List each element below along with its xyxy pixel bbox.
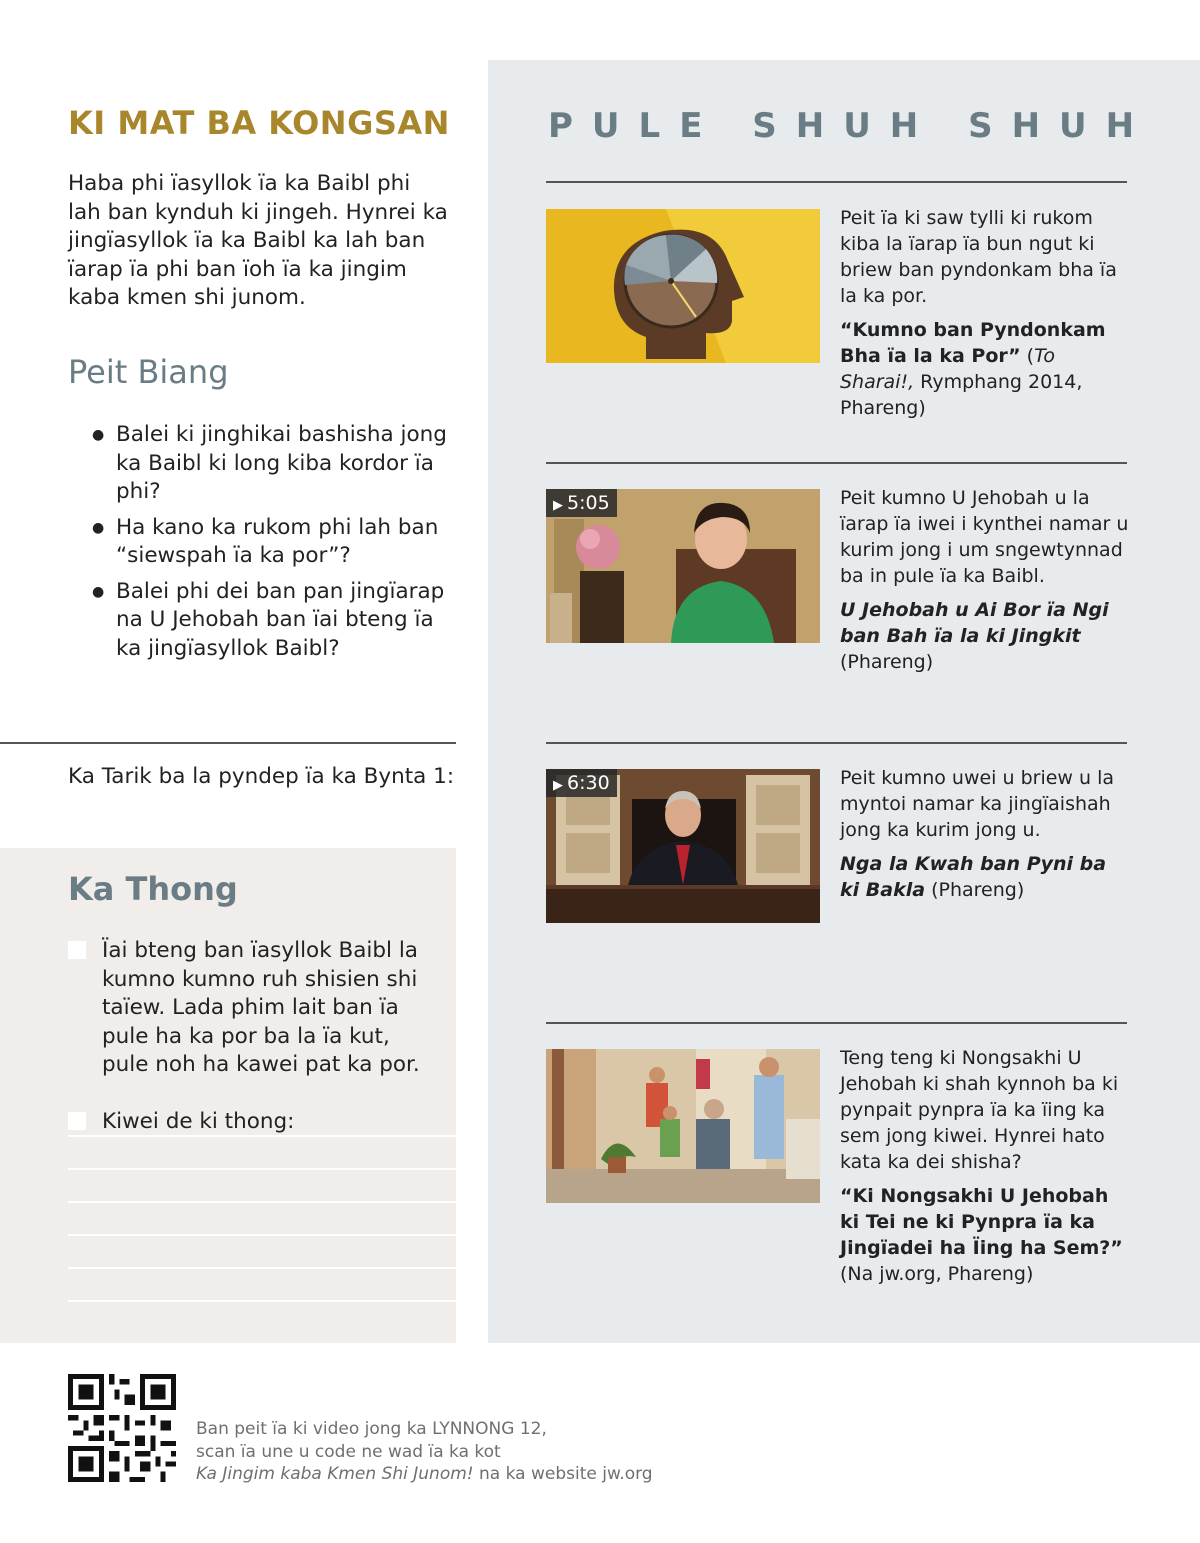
video-thumbnail[interactable] bbox=[546, 489, 820, 643]
footer-line: scan ïa une u code ne wad ïa ka kot bbox=[196, 1441, 501, 1462]
play-icon: ▶ bbox=[553, 498, 563, 513]
item-divider bbox=[546, 742, 1127, 744]
footer-line-rest: na ka website jw.org bbox=[473, 1464, 653, 1484]
play-icon: ▶ bbox=[553, 778, 563, 793]
review-question: ● Ha kano ka rukom phi lah ban “siewspah ïa ka por”? bbox=[90, 514, 456, 571]
item-divider bbox=[546, 181, 1127, 183]
item-reference[interactable] bbox=[840, 317, 1130, 421]
item-reference[interactable] bbox=[840, 597, 1130, 675]
item-source: ( bbox=[1020, 345, 1035, 367]
writing-line[interactable] bbox=[68, 1201, 456, 1203]
book-title: Ka Jingim kaba Kmen Shi Junom! bbox=[196, 1464, 474, 1484]
footer-line bbox=[196, 1463, 653, 1486]
goal-item-other bbox=[68, 1108, 438, 1137]
item-description: Peit kumno U Jehobah u la ïarap ïa iwei i kynthei namar u kurim jong i um sngewtynnad ba in pule ïa ka Baibl. bbox=[840, 487, 1129, 587]
goal-checkbox[interactable] bbox=[68, 941, 86, 959]
further-reading-heading: PULE SHUH SHUH bbox=[548, 106, 1154, 146]
goal-checkbox[interactable] bbox=[68, 1112, 86, 1130]
writing-line[interactable] bbox=[68, 1234, 456, 1236]
article-thumbnail[interactable] bbox=[546, 1049, 820, 1203]
item-title: U Jehobah u Ai Bor ïa Ngi ban Bah ïa la ki Jingkit bbox=[840, 599, 1109, 647]
item-description: Peit ïa ki saw tylli ki rukom kiba la ïarap ïa bun ngut ki briew ban pyndonkam bha ïa la ka por. bbox=[840, 207, 1117, 307]
review-heading: Peit Biang bbox=[68, 353, 229, 391]
item-source: (Na jw.org, Phareng) bbox=[840, 1263, 1034, 1285]
further-item-4 bbox=[840, 1045, 1130, 1287]
review-question-list bbox=[90, 421, 456, 670]
completion-date-label: Ka Tarik ba la pyndep ïa ka Bynta 1: bbox=[68, 764, 455, 789]
item-source: (Phareng) bbox=[925, 879, 1025, 901]
item-divider bbox=[546, 1022, 1127, 1024]
review-question: ● Balei phi dei ban pan jingïarap na U Jehobah ban ïai bteng ïa ka jingïasyllok Baibl? bbox=[90, 578, 456, 664]
family-door-photo bbox=[546, 1049, 820, 1203]
goal-item-text: Ïai bteng ban ïasyllok Baibl la kumno kumno ruh shisien shi taïew. Lada phim lait ban ïa pule ha ka por ba la ïa kut, pule noh ha kawei pat ka por. bbox=[102, 938, 420, 1077]
further-item-3 bbox=[840, 765, 1130, 903]
video-thumbnail[interactable] bbox=[546, 769, 820, 923]
video-duration-badge bbox=[546, 489, 617, 517]
goal-item-text: Kiwei de ki thong: bbox=[102, 1109, 295, 1134]
further-item-2 bbox=[840, 485, 1130, 675]
video-duration: 6:30 bbox=[567, 772, 610, 794]
item-reference[interactable] bbox=[840, 1183, 1130, 1287]
article-thumbnail[interactable] bbox=[546, 209, 820, 363]
qr-code-icon[interactable] bbox=[68, 1374, 176, 1482]
goal-heading: Ka Thong bbox=[68, 870, 238, 908]
item-source: Rymphang 2014, Phareng) bbox=[840, 371, 1083, 419]
item-source: (Phareng) bbox=[840, 651, 934, 673]
video-duration-badge bbox=[546, 769, 617, 797]
writing-line[interactable] bbox=[68, 1168, 456, 1170]
writing-line[interactable] bbox=[68, 1267, 456, 1269]
item-description: Teng teng ki Nongsakhi U Jehobah ki shah kynnoh ba ki pynpait pynpra ïa ka ïing ka sem jong kiwei. Hynrei hato kata ka dei shisha? bbox=[840, 1047, 1119, 1173]
item-description: Peit kumno uwei u briew u la myntoi namar ka jingïaishah jong ka kurim jong u. bbox=[840, 767, 1115, 841]
item-title: Nga la Kwah ban Pyni ba ki Bakla bbox=[840, 853, 1107, 901]
item-source-italic: To Sharai!, bbox=[840, 345, 1055, 393]
goal-item-study bbox=[68, 937, 438, 1080]
further-item-1 bbox=[840, 205, 1130, 421]
item-divider bbox=[546, 462, 1127, 464]
summary-text: Haba phi ïasyllok ïa ka Baibl phi lah ban kynduh ki jingeh. Hynrei ka jingïasyllok ïa ka Baibl ka lah ban ïarap ïa phi ban ïoh ïa ka jingim kaba kmen shi junom. bbox=[68, 171, 448, 310]
footer-line: Ban peit ïa ki video jong ka LYNNONG 12, bbox=[196, 1419, 547, 1439]
summary-heading: KI MAT BA KONGSAN bbox=[68, 104, 450, 142]
item-title: “Ki Nongsakhi U Jehobah ki Tei ne ki Pynpra ïa ka Jingïadei ha Ïing ha Sem?” bbox=[840, 1185, 1123, 1259]
review-question: ● Balei ki jinghikai bashisha jong ka Baibl ki long kiba kordor ïa phi? bbox=[90, 421, 456, 507]
writing-line[interactable] bbox=[68, 1135, 456, 1137]
item-title: “Kumno ban Pyndonkam Bha ïa la ka Por” bbox=[840, 319, 1106, 367]
item-reference[interactable] bbox=[840, 851, 1130, 903]
section-divider bbox=[0, 742, 456, 744]
head-clock-image bbox=[546, 209, 820, 363]
video-duration: 5:05 bbox=[567, 492, 610, 514]
footer-note bbox=[196, 1418, 653, 1486]
writing-line[interactable] bbox=[68, 1300, 456, 1302]
